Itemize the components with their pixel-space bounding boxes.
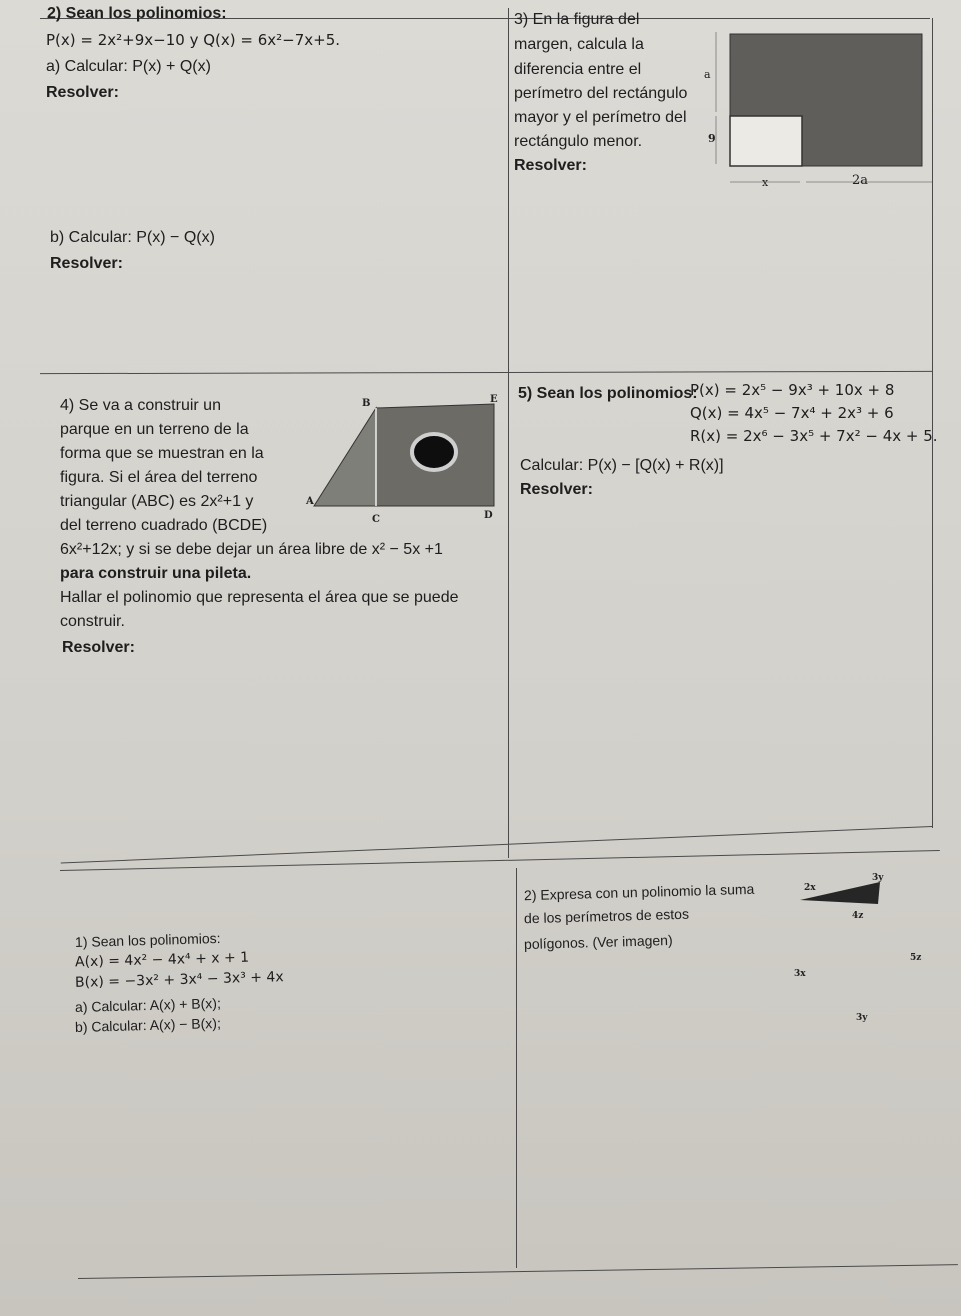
- p2-polynomials: P(x) = 2x²+9x−10 y Q(x) = 6x²−7x+5.: [46, 31, 341, 49]
- p2b-polygons-figure: [760, 860, 960, 1030]
- p2-part-a: a) Calcular: P(x) + Q(x): [46, 58, 211, 75]
- p3-line: 3) En la figura del: [514, 11, 640, 28]
- p3-line: perímetro del rectángulo: [514, 85, 688, 102]
- p5-P: P(x) = 2x⁵ − 9x³ + 10x + 8: [690, 381, 895, 399]
- p4-park-figure: [298, 390, 518, 530]
- p4-line: 4) Se va a construir un: [60, 397, 221, 414]
- label-9: 9: [708, 132, 716, 145]
- p4-line: figura. Si el área del terreno: [60, 469, 258, 486]
- p3-line: diferencia entre el: [514, 61, 642, 78]
- p4-resolver: Resolver:: [62, 639, 135, 656]
- p4-line: Hallar el polinomio que representa el área que se puede: [60, 589, 459, 606]
- p1b-a: a) Calcular: A(x) + B(x);: [74, 994, 222, 1016]
- p4-line: para construir una pileta.: [60, 565, 252, 582]
- pool-circle: [412, 434, 456, 470]
- p4-line: 6x²+12x; y si se debe dejar un área libre de x² − 5x +1: [60, 541, 443, 558]
- p3-line: rectángulo menor.: [514, 133, 643, 150]
- p4-line: del terreno cuadrado (BCDE): [60, 517, 268, 534]
- p2-part-b: b) Calcular: P(x) − Q(x): [50, 229, 215, 246]
- poly-label: 4z: [852, 911, 864, 921]
- label-2a: 2a: [852, 173, 869, 188]
- p5-title: 5) Sean los polinomios:: [518, 385, 698, 402]
- p3-line: mayor y el perímetro del: [514, 109, 687, 126]
- p4-line: forma que se muestran en la: [60, 445, 264, 462]
- p1b-b: b) Calcular: A(x) − B(x);: [74, 1014, 222, 1036]
- label-x: x: [762, 176, 769, 189]
- p3-resolver: Resolver:: [514, 157, 587, 174]
- p2-resolver-b: Resolver:: [50, 255, 123, 272]
- p5-R: R(x) = 2x⁶ − 3x⁵ + 7x² − 4x + 5.: [690, 427, 938, 445]
- p3-line: margen, calcula la: [514, 36, 644, 53]
- label-B: B: [362, 398, 371, 409]
- p1b-title: 1) Sean los polinomios:: [74, 929, 221, 951]
- p2-title: 2) Sean los polinomios:: [47, 5, 227, 22]
- lower-sheet-vertical: [516, 868, 517, 1268]
- label-a: a: [704, 68, 711, 81]
- p1b-A: A(x) = 4x² − 4x⁴ + x + 1: [74, 949, 250, 971]
- p3-rectangle-figure: [700, 22, 940, 192]
- label-C: C: [372, 514, 380, 525]
- p2b-line: polígonos. (Ver imagen): [523, 931, 673, 953]
- p4-line: triangular (ABC) es 2x²+1 y: [60, 493, 254, 510]
- p2-resolver-a: Resolver:: [46, 84, 119, 101]
- label-D: D: [484, 510, 493, 521]
- p5-resolver: Resolver:: [520, 481, 593, 498]
- poly-label: 2x: [804, 883, 816, 893]
- p2b-line: de los perímetros de estos: [523, 905, 690, 927]
- poly-label: 3x: [794, 969, 806, 979]
- poly-label: 5z: [910, 953, 922, 963]
- label-E: E: [490, 394, 498, 405]
- p4-line: parque en un terreno de la: [60, 421, 249, 438]
- poly-label: 3y: [856, 1013, 868, 1023]
- p5-Q: Q(x) = 4x⁵ − 7x⁴ + 2x³ + 6: [690, 404, 894, 422]
- p4-line: construir.: [60, 613, 125, 630]
- label-A: A: [306, 496, 314, 507]
- poly-label: 3y: [872, 873, 884, 883]
- p2b-line: 2) Expresa con un polinomio la suma: [523, 880, 755, 904]
- triangle-abc: [314, 408, 376, 506]
- p1b-B: B(x) = −3x² + 3x⁴ − 3x³ + 4x: [74, 969, 284, 991]
- small-rectangle: [730, 116, 802, 166]
- p5-calc: Calcular: P(x) − [Q(x) + R(x)]: [520, 457, 724, 474]
